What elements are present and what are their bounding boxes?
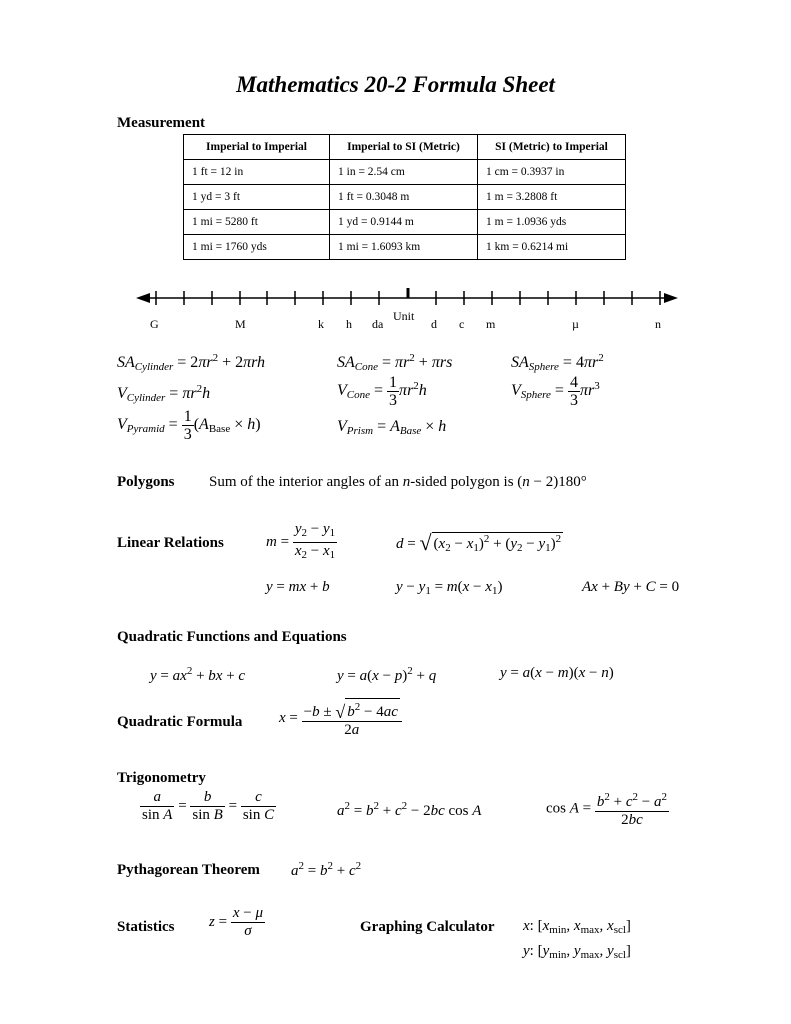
polygons-text-var: n bbox=[522, 474, 530, 490]
vertex-form-formula: $y = a(x - p)^2 + q$ bbox=[337, 665, 437, 684]
polygons-text-part: Sum of the interior angles of an bbox=[209, 474, 403, 490]
y-window-formula: y: [$y_{min}$, $y_{max}$, $y_{scl}$] bbox=[523, 943, 631, 961]
conversion-table bbox=[183, 134, 626, 260]
sa-sphere-formula: $SA_{Sphere} = 4\pi r^2$ bbox=[511, 352, 604, 373]
table-header: Imperial to SI (Metric) bbox=[330, 135, 478, 160]
prefix-label: M bbox=[235, 317, 246, 331]
table-row bbox=[184, 160, 626, 185]
cosine-law-formula: $a^2 = b^2 + c^2 - 2bc$ cos A bbox=[337, 800, 482, 819]
table-cell: 1 yd = 3 ft bbox=[184, 185, 330, 210]
pythagorean-heading: Pythagorean Theorem bbox=[117, 862, 260, 878]
standard-form-formula: $y = ax^2$ + bx + c bbox=[150, 665, 246, 684]
table-cell: 1 ft = 12 in bbox=[184, 160, 330, 185]
linear-relations-heading: Linear Relations bbox=[117, 535, 224, 551]
unit-label: Unit bbox=[393, 309, 415, 323]
prefix-label: n bbox=[655, 317, 661, 331]
table-row bbox=[184, 210, 626, 235]
distance-formula: d = √ $(x_2 - x_1)^2 + (y_2 - y_1)^2$ bbox=[396, 530, 562, 555]
v-cylinder-formula: $V_{Cylinder} = \pi r^2h$ bbox=[117, 383, 211, 404]
slope-formula: m = $\frac{y_2 - y_1}{x_2 - x_1}$ bbox=[266, 521, 336, 561]
table-cell: 1 m = 1.0936 yds bbox=[478, 210, 626, 235]
polygons-text bbox=[209, 474, 587, 491]
trigonometry-heading: Trigonometry bbox=[117, 770, 206, 786]
v-prism-formula: $V_{Prism} = A_{Base} \times h$ bbox=[337, 418, 447, 437]
prefix-label: c bbox=[459, 317, 465, 331]
z-score-formula: z = $\frac{x - \mu}{\sigma}$ bbox=[209, 905, 263, 939]
table-row bbox=[184, 185, 626, 210]
table-cell: 1 km = 0.6214 mi bbox=[478, 235, 626, 260]
v-pyramid-formula: $V_{Pyramid}$ = $\frac{1}{3}$ $(A_{Base} \times h)$ bbox=[117, 408, 261, 443]
sa-cone-formula: $SA_{Cone} = \pi r^2 + \pi rs$ bbox=[337, 352, 453, 373]
polygons-text-var: n bbox=[402, 474, 411, 490]
statistics-heading: Statistics bbox=[117, 919, 175, 935]
prefix-label: h bbox=[346, 317, 352, 331]
table-cell: 1 yd = 0.9144 m bbox=[330, 210, 478, 235]
quadratic-formula-heading: Quadratic Formula bbox=[117, 714, 243, 730]
table-cell: 1 ft = 0.3048 m bbox=[330, 185, 478, 210]
pythagorean-formula: $a^2 = b^2 + c^2$ bbox=[291, 860, 362, 879]
prefix-label: k bbox=[318, 317, 324, 331]
polygons-heading: Polygons bbox=[117, 474, 175, 490]
factored-form-formula: y = a(x − m)(x − n) bbox=[500, 665, 614, 681]
page-title: Mathematics 20-2 Formula Sheet bbox=[236, 72, 555, 97]
graphing-calculator-heading: Graphing Calculator bbox=[360, 919, 495, 935]
prefix-label: m bbox=[486, 317, 496, 331]
x-window-formula: x: [$x_{min}$, $x_{max}$, $x_{scl}$] bbox=[523, 918, 631, 936]
polygons-text-part: -sided polygon is ( bbox=[410, 474, 523, 490]
table-header: SI (Metric) to Imperial bbox=[478, 135, 626, 160]
quadratic-formula: x = $\frac{-b \pm √ b^2 - 4ac}{2a}$ bbox=[279, 698, 402, 739]
quadratic-functions-heading: Quadratic Functions and Equations bbox=[117, 629, 347, 645]
point-slope-formula: $y - y_1 = m(x - x_1)$ bbox=[396, 579, 503, 597]
table-cell: 1 m = 3.2808 ft bbox=[478, 185, 626, 210]
sine-law-formula: $\frac{a}{\text{sin A}}$ = $\frac{b}{\text{sin B}}$ = $\frac{c}{\text{sin C}}$ bbox=[142, 789, 275, 823]
table-header: Imperial to Imperial bbox=[184, 135, 330, 160]
prefix-label: G bbox=[150, 317, 159, 331]
sa-cylinder-formula: $SA_{Cylinder} = 2\pi r^2 + 2\pi rh$ bbox=[117, 352, 266, 373]
prefix-label: µ bbox=[572, 317, 579, 331]
table-cell: 1 cm = 0.3937 in bbox=[478, 160, 626, 185]
measurement-heading: Measurement bbox=[117, 115, 206, 131]
general-form-formula: Ax + By + C = 0 bbox=[582, 579, 680, 595]
polygons-text-part: − 2)180° bbox=[529, 474, 587, 490]
table-cell: 1 mi = 1760 yds bbox=[184, 235, 330, 260]
prefix-label: d bbox=[431, 317, 437, 331]
prefix-label: da bbox=[372, 317, 384, 331]
table-header-row bbox=[184, 135, 626, 160]
table-cell: 1 mi = 5280 ft bbox=[184, 210, 330, 235]
table-cell: 1 in = 2.54 cm bbox=[330, 160, 478, 185]
cosine-angle-formula: cos A = $\frac{b^2 + c^2 - a^2}{2bc}$ bbox=[546, 791, 667, 828]
v-sphere-formula: $V_{Sphere}$ = $\frac{4}{3}$ $\pi r^3$ bbox=[511, 374, 600, 409]
slope-intercept-formula: y = mx + b bbox=[266, 579, 330, 595]
v-cone-formula: $V_{Cone}$ = $\frac{1}{3}$ $\pi r^2h$ bbox=[337, 374, 427, 409]
table-row bbox=[184, 235, 626, 260]
table-cell: 1 mi = 1.6093 km bbox=[330, 235, 478, 260]
